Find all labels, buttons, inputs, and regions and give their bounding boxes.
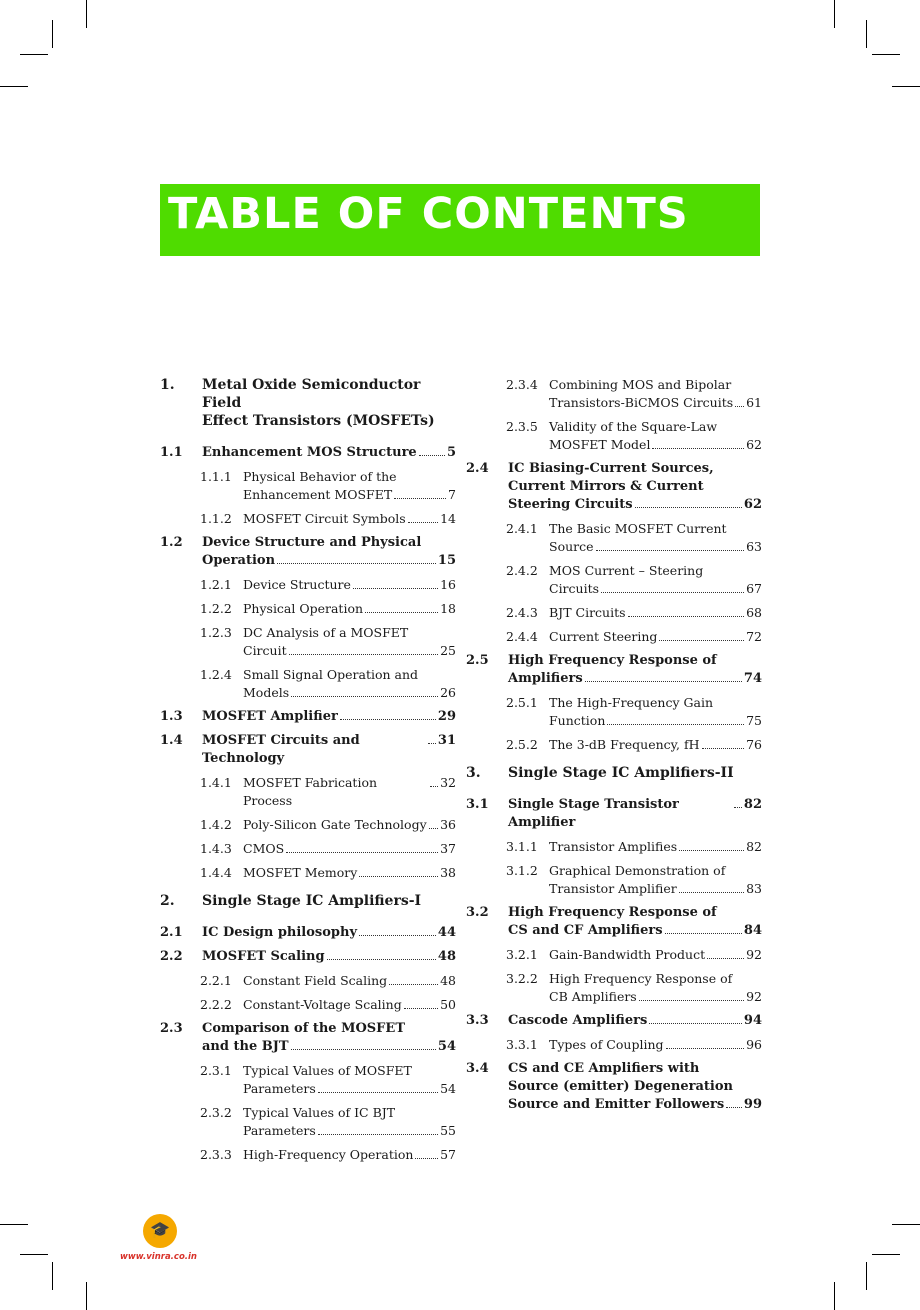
toc-entry-3[interactable] [466,764,762,782]
toc-entry-2-5[interactable] [466,652,762,688]
entry-number: 2.3.2 [200,1105,232,1120]
toc-entry-3-1-2[interactable] [466,862,762,898]
toc-entry-1-2-1[interactable] [160,576,456,594]
crop-mark [866,20,867,48]
page-number: 32 [440,775,456,790]
entry-title-line: Metal Oxide Semiconductor Field [202,377,421,411]
dot-leader [726,1107,742,1108]
page-number: 26 [440,685,456,700]
entry-number: 2.1 [160,925,183,940]
entry-number: 1.1 [160,445,183,460]
entry-title-line: CB Amplifiers [549,989,637,1004]
page-number: 55 [440,1123,456,1138]
entry-title-line: Models [243,685,290,700]
page-number: 48 [440,973,456,988]
crop-mark [872,1254,900,1255]
page-number: 61 [746,395,762,410]
crop-mark [834,0,835,28]
toc-entry-1-4-4[interactable] [160,864,456,882]
entry-number: 2. [160,893,175,909]
page-number: 76 [746,737,762,752]
entry-title-line: Parameters [243,1123,316,1138]
entry-number: 1.2.3 [200,625,232,640]
entry-title-line: MOS Current – Steering [549,563,704,578]
entry-title-line: MOSFET Fabrication Process [243,775,378,808]
toc-entry-2-3-2[interactable] [160,1104,456,1140]
toc-entry-2-4-2[interactable] [466,562,762,598]
entry-title-line: High Frequency Response of [508,905,717,920]
entry-number: 2.2 [160,949,183,964]
entry-number: 2.4.1 [506,521,538,536]
publisher-url[interactable]: www.vinra.co.in [120,1252,197,1262]
toc-entry-1-4-2[interactable] [160,816,456,834]
entry-number: 2.4.4 [506,629,538,644]
entry-number: 1.2.2 [200,601,232,616]
page-number: 5 [446,445,456,460]
dot-leader [659,640,744,641]
entry-number: 2.3.3 [200,1147,232,1162]
dot-leader [286,852,438,853]
entry-title-line: Small Signal Operation and [243,667,419,682]
dot-leader [318,1092,438,1093]
entry-number: 2.5 [466,653,489,668]
entry-title-line: Operation [202,553,276,568]
entry-number: 1.2.1 [200,577,232,592]
page-number: 62 [743,497,762,512]
toc-entry-3-3-1[interactable] [466,1036,762,1054]
crop-mark [20,1254,48,1255]
entry-title-line: MOSFET Scaling [202,949,325,964]
entry-title-line: Single Stage Transistor Amplifier [508,797,679,830]
crop-mark [0,86,28,87]
toc-right-column [466,376,762,1120]
entry-title-line: Transistors-BiCMOS Circuits [549,395,734,410]
entry-title-line: MOSFET Memory [243,865,358,880]
toc-left-column [160,376,456,1170]
toc-entry-2-2-2[interactable] [160,996,456,1014]
toc-entry-1-2-2[interactable] [160,600,456,618]
page-number: 94 [743,1013,762,1028]
dot-leader [702,748,745,749]
entry-number: 1.3 [160,709,183,724]
entry-title-line: Current Mirrors & Current [508,479,704,494]
page-number: 36 [440,817,456,832]
entry-number: 1.4.2 [200,817,232,832]
entry-title-line: Physical Behavior of the [243,469,397,484]
page-title: TABLE OF CONTENTS [168,189,689,239]
entry-title-line: IC Biasing-Current Sources, [508,461,714,476]
entry-number: 2.3 [160,1021,183,1036]
dot-leader [679,892,744,893]
toc-entry-2-3-1[interactable] [160,1062,456,1098]
dot-leader [340,719,436,720]
entry-title-line: Steering Circuits [508,497,633,512]
entry-title-line: CS and CF Amplifiers [508,923,663,938]
entry-title-line: The 3-dB Frequency, fH [549,737,700,752]
entry-title-line: High-Frequency Operation [243,1147,414,1162]
entry-title-line: Typical Values of MOSFET [243,1063,412,1078]
toc-entry-2-5-1[interactable] [466,694,762,730]
entry-title-line: Constant-Voltage Scaling [243,997,402,1012]
dot-leader [585,681,742,682]
entry-number: 1.2.4 [200,667,232,682]
toc-entry-1-4-3[interactable] [160,840,456,858]
toc-entry-2-3-4[interactable] [466,376,762,412]
entry-number: 2.4 [466,461,489,476]
dot-leader [359,935,436,936]
page-number: 7 [448,487,456,502]
toc-entry-3-2-1[interactable] [466,946,762,964]
entry-title-line: Current Steering [549,629,658,644]
crop-mark [892,86,920,87]
entry-number: 2.4.3 [506,605,538,620]
toc-entry-2-3-3[interactable] [160,1146,456,1164]
entry-title-line: Transistor Amplifies [549,839,678,854]
crop-mark [872,54,900,55]
toc-entry-1-1[interactable] [160,444,456,462]
page-number: 74 [743,671,762,686]
entry-number: 1. [160,377,175,393]
toc-entry-1[interactable] [160,376,456,430]
dot-leader [318,1134,438,1135]
entry-title-line: Validity of the Square-Law [549,419,718,434]
page-number: 25 [440,643,456,658]
dot-leader [635,507,742,508]
entry-title-line: Circuits [549,581,600,596]
page-number: 54 [440,1081,456,1096]
page-number: 72 [746,629,762,644]
entry-number: 3.1.1 [506,839,538,854]
toc-entry-2-1[interactable] [160,924,456,942]
entry-number: 3.4 [466,1061,489,1076]
entry-number: 1.1.2 [200,511,232,526]
entry-title-line: Device Structure [243,577,351,592]
entry-number: 2.3.1 [200,1063,232,1078]
entry-title-line: Graphical Demonstration of [549,863,726,878]
entry-number: 1.4.4 [200,865,232,880]
page-number: 63 [746,539,762,554]
page-number: 68 [746,605,762,620]
page-number: 92 [746,947,762,962]
page-number: 62 [746,437,762,452]
page-number: 48 [437,949,456,964]
page-number: 57 [440,1147,456,1162]
entry-title-line: Source and Emitter Followers [508,1097,725,1112]
entry-title-line: MOSFET Amplifier [202,709,338,724]
dot-leader [607,724,744,725]
toc-entry-2-2[interactable] [160,948,456,966]
entry-title-line: Source (emitter) Degeneration [508,1079,733,1094]
toc-entry-2-5-2[interactable] [466,736,762,754]
toc-entry-1-4-1[interactable] [160,774,456,810]
entry-number: 3.3.1 [506,1037,538,1052]
dot-leader [394,498,446,499]
entry-title-line: IC Design philosophy [202,925,357,940]
dot-leader [429,828,438,829]
entry-number: 1.4.1 [200,775,232,790]
entry-title-line: MOSFET Model [549,437,651,452]
toc-entry-1-3[interactable] [160,708,456,726]
dot-leader [291,1049,436,1050]
toc-entry-2-4-4[interactable] [466,628,762,646]
entry-number: 2.5.1 [506,695,538,710]
entry-number: 3.2.2 [506,971,538,986]
dot-leader [291,696,438,697]
entry-title-line: CMOS [243,841,285,856]
toc-entry-2-3[interactable] [160,1020,456,1056]
page-number: 92 [746,989,762,1004]
entry-title-line: Amplifiers [508,671,583,686]
dot-leader [327,959,436,960]
entry-number: 3.3 [466,1013,489,1028]
toc-entry-2-4-1[interactable] [466,520,762,556]
entry-number: 1.2 [160,535,183,550]
toc-entry-1-2[interactable] [160,534,456,570]
entry-title-line: Circuit [243,643,287,658]
page-number: 54 [437,1039,456,1054]
entry-title-line: Enhancement MOSFET [243,487,393,502]
dot-leader [601,592,744,593]
entry-number: 2.4.2 [506,563,538,578]
entry-number: 1.4 [160,733,183,748]
page-number: 82 [743,797,762,812]
entry-title-line: MOSFET Circuits and Technology [202,733,360,766]
dot-leader [735,406,744,407]
entry-title-line: The High-Frequency Gain [549,695,714,710]
page-number: 99 [743,1097,762,1112]
entry-title-line: Single Stage IC Amplifiers-II [508,765,734,781]
toc-entry-3-1-1[interactable] [466,838,762,856]
page-number: 84 [743,923,762,938]
crop-mark [52,1262,53,1290]
entry-number: 2.2.2 [200,997,232,1012]
page-number: 16 [440,577,456,592]
entry-title-line: BJT Circuits [549,605,626,620]
crop-mark [20,54,48,55]
entry-number: 1.4.3 [200,841,232,856]
entry-number: 3. [466,765,481,781]
entry-title-line: Comparison of the MOSFET [202,1021,405,1036]
entry-number: 2.3.4 [506,377,538,392]
page-number: 15 [437,553,456,568]
graduation-cap-icon: 🎓 [150,1220,170,1239]
entry-title-line: Parameters [243,1081,316,1096]
dot-leader [649,1023,742,1024]
toc-entry-3-1[interactable] [466,796,762,832]
toc-entry-2-4[interactable] [466,460,762,514]
dot-leader [365,612,438,613]
dot-leader [415,1158,438,1159]
entry-title-line: Gain-Bandwidth Product [549,947,706,962]
entry-number: 2.5.2 [506,737,538,752]
dot-leader [359,876,438,877]
page-number: 44 [437,925,456,940]
dot-leader [707,958,744,959]
entry-title-line: and the BJT [202,1039,289,1054]
toc-entry-3-2[interactable] [466,904,762,940]
page-number: 82 [746,839,762,854]
page-number: 14 [440,511,456,526]
entry-title-line: Device Structure and Physical [202,535,422,550]
dot-leader [679,850,744,851]
toc-entry-1-2-4[interactable] [160,666,456,702]
entry-title-line: Single Stage IC Amplifiers-I [202,893,422,909]
entry-number: 3.1 [466,797,489,812]
page-number: 31 [437,733,456,748]
page-number: 18 [440,601,456,616]
page-number: 50 [440,997,456,1012]
toc-entry-3-4[interactable] [466,1060,762,1114]
toc-entry-2-3-5[interactable] [466,418,762,454]
entry-number: 3.1.2 [506,863,538,878]
dot-leader [596,550,745,551]
dot-leader [428,743,436,744]
dot-leader [353,588,438,589]
entry-title-line: The Basic MOSFET Current [549,521,727,536]
dot-leader [639,1000,744,1001]
dot-leader [628,616,745,617]
crop-mark [52,20,53,48]
toc-entry-2-4-3[interactable] [466,604,762,622]
page-number: 38 [440,865,456,880]
entry-title-line: Typical Values of IC BJT [243,1105,396,1120]
entry-number: 3.2.1 [506,947,538,962]
dot-leader [652,448,744,449]
entry-title-line: Enhancement MOS Structure [202,445,417,460]
toc-entry-1-1-2[interactable] [160,510,456,528]
entry-title-line: High Frequency Response of [508,653,717,668]
crop-mark [866,1262,867,1290]
page-number: 67 [746,581,762,596]
entry-title-line: Physical Operation [243,601,364,616]
toc-entry-1-2-3[interactable] [160,624,456,660]
dot-leader [419,455,445,456]
entry-number: 2.3.5 [506,419,538,434]
dot-leader [665,933,742,934]
entry-title-line: MOSFET Circuit Symbols [243,511,406,526]
entry-title-line: Cascode Amplifiers [508,1013,648,1028]
page-number: 83 [746,881,762,896]
entry-title-line: DC Analysis of a MOSFET [243,625,409,640]
dot-leader [389,984,438,985]
toc-entry-1-1-1[interactable] [160,468,456,504]
dot-leader [408,522,438,523]
entry-number: 1.1.1 [200,469,232,484]
page-number: 29 [437,709,456,724]
entry-title-line: Constant Field Scaling [243,973,388,988]
entry-number: 2.2.1 [200,973,232,988]
dot-leader [289,654,438,655]
toc-entry-3-2-2[interactable] [466,970,762,1006]
toc-entry-3-3[interactable] [466,1012,762,1030]
toc-entry-2[interactable] [160,892,456,910]
dot-leader [430,786,438,787]
page-number: 75 [746,713,762,728]
page-number: 37 [440,841,456,856]
entry-title-line: CS and CE Amplifiers with [508,1061,700,1076]
page-number: 96 [746,1037,762,1052]
crop-mark [892,1224,920,1225]
toc-entry-2-2-1[interactable] [160,972,456,990]
crop-mark [86,0,87,28]
entry-title-line: Combining MOS and Bipolar [549,377,732,392]
entry-title-line: Function [549,713,606,728]
entry-title-line: High Frequency Response of [549,971,733,986]
crop-mark [86,1282,87,1310]
dot-leader [404,1008,438,1009]
entry-title-line: Transistor Amplifier [549,881,677,896]
entry-title-line: Effect Transistors (MOSFETs) [202,413,435,429]
dot-leader [666,1048,745,1049]
entry-title-line: Types of Coupling [549,1037,664,1052]
dot-leader [734,807,742,808]
dot-leader [277,563,436,564]
entry-title-line: Source [549,539,594,554]
toc-entry-1-4[interactable] [160,732,456,768]
entry-number: 3.2 [466,905,489,920]
crop-mark [0,1224,28,1225]
entry-title-line: Poly-Silicon Gate Technology [243,817,427,832]
crop-mark [834,1282,835,1310]
